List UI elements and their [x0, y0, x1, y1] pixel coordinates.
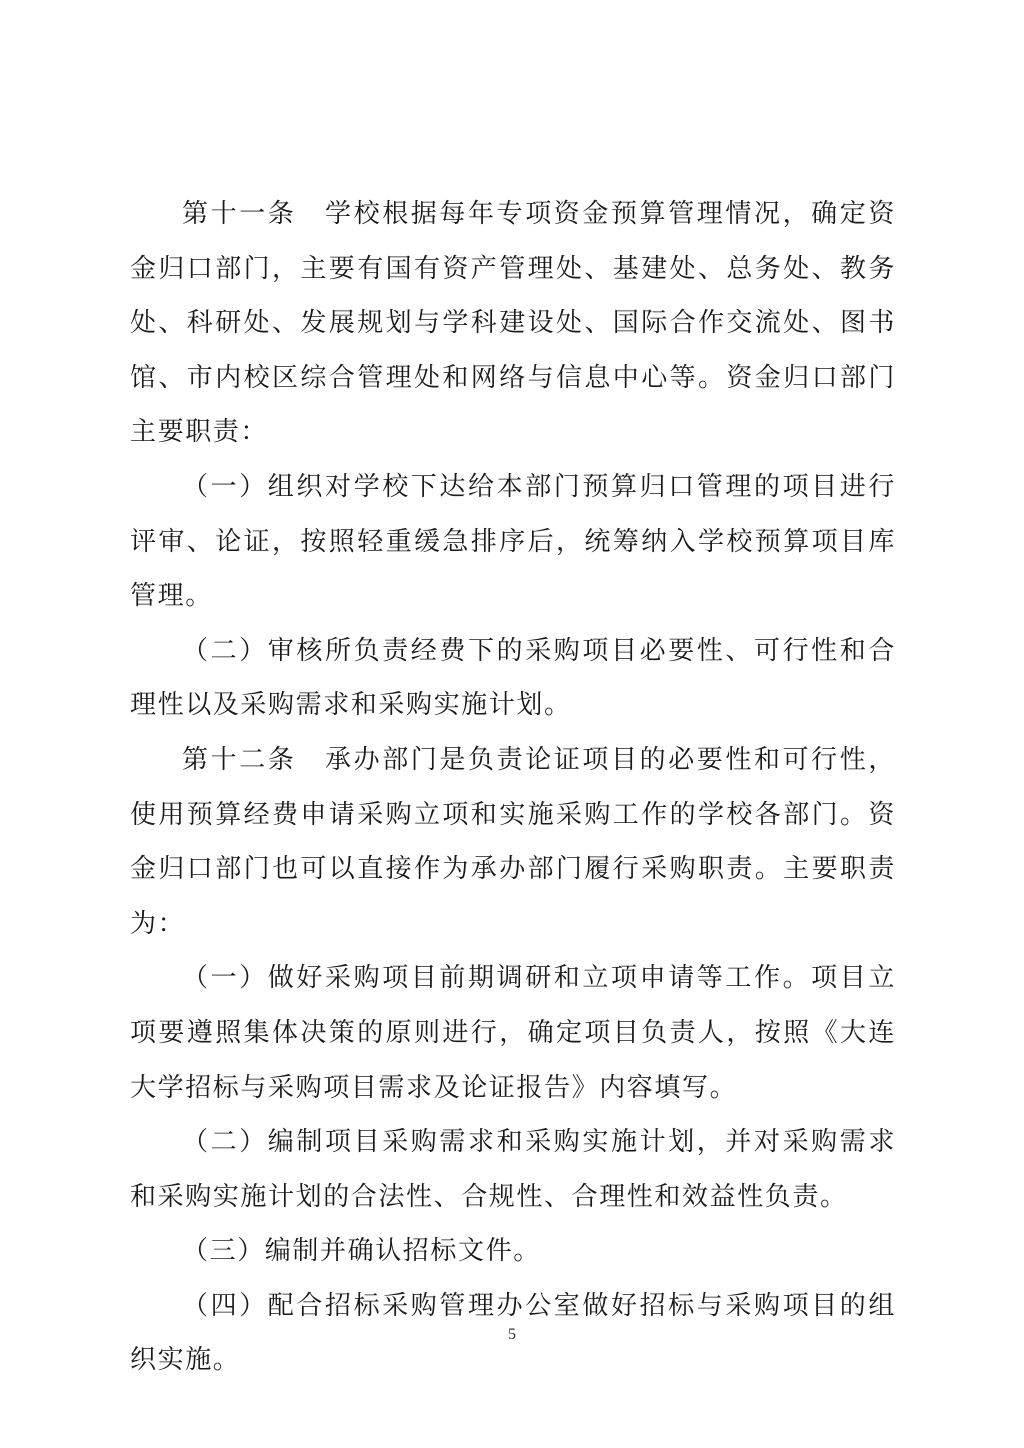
article-11-item-2: （二）审核所负责经费下的采购项目必要性、可行性和合理性以及采购需求和采购实施计划。 — [130, 635, 896, 721]
article-12-item-1: （一）做好采购项目前期调研和立项申请等工作。项目立项要遵照集体决策的原则进行，确定项目负责人，按照《大连大学招标与采购项目需求及论证报告》内容填写。 — [130, 963, 896, 1103]
document-body — [130, 187, 896, 1388]
article-12-paragraph: 第十二条 承办部门是负责论证项目的必要性和可行性，使用预算经费申请采购立项和实施采购工作的学校各部门。资金归口部门也可以直接作为承办部门履行采购职责。主要职责为： — [130, 744, 896, 939]
article-12-item-2: （二）编制项目采购需求和采购实施计划，并对采购需求和采购实施计划的合法性、合规性、合理性和效益性负责。 — [130, 1127, 896, 1212]
article-11-paragraph: 第十一条 学校根据每年专项资金预算管理情况，确定资金归口部门，主要有国有资产管理处、基建处、总务处、教务处、科研处、发展规划与学科建设处、国际合作交流处、图书馆、市内校区综合管理处和网络与信息中心等。资金归口部门主要职责： — [130, 199, 896, 448]
page-number: 5 — [508, 1326, 516, 1343]
article-11-item-1: （一）组织对学校下达给本部门预算归口管理的项目进行评审、论证，按照轻重缓急排序后，统筹纳入学校预算项目库管理。 — [130, 471, 896, 612]
article-12-item-4: （四）配合招标采购管理办公室做好招标与采购项目的组织实施。 — [130, 1290, 896, 1376]
article-12-item-3: （三）编制并确认招标文件。 — [182, 1236, 541, 1267]
